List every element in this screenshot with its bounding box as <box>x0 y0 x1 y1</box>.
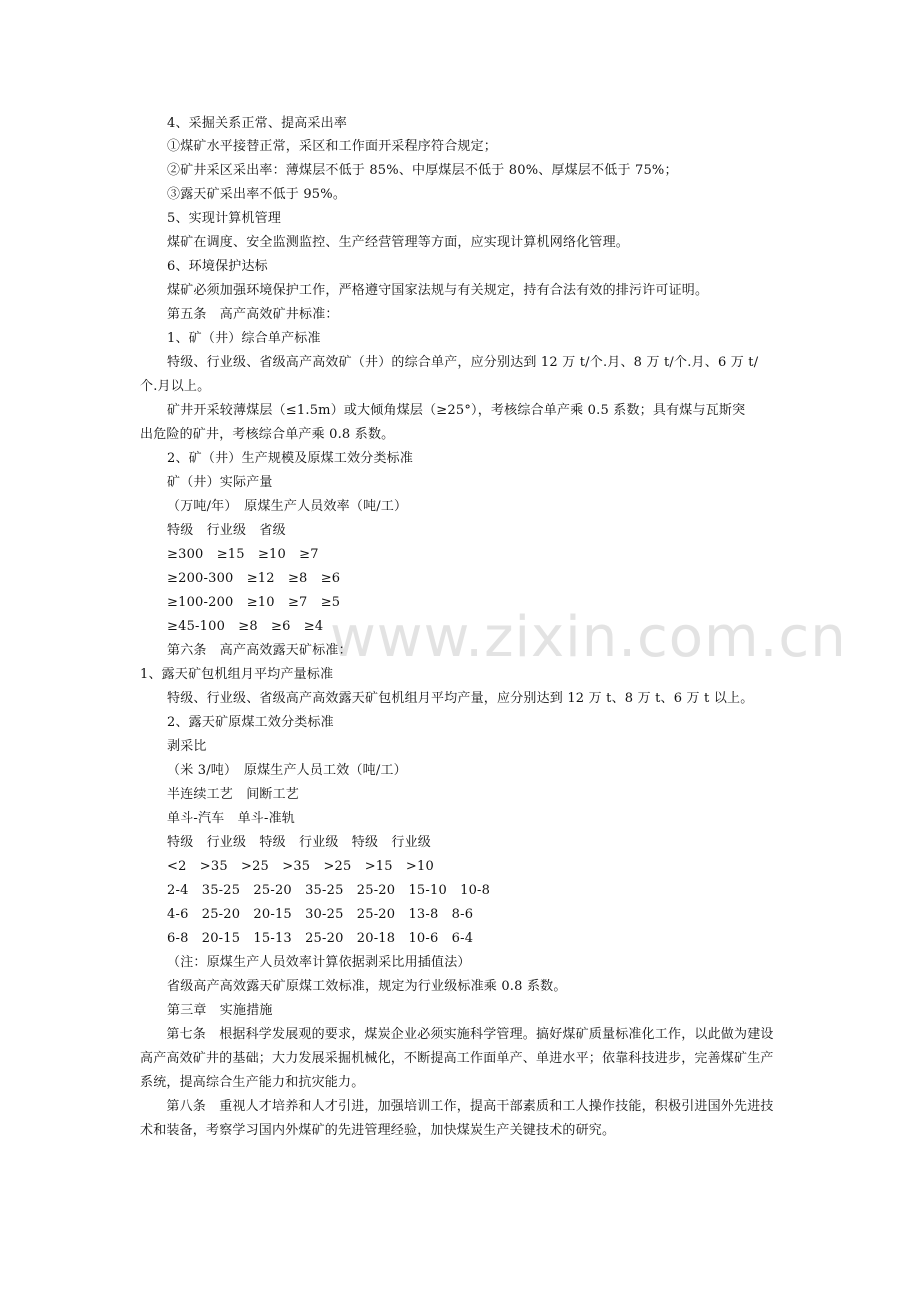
section-heading-production-scale: 2、矿（井）生产规模及原煤工效分类标准 <box>167 451 414 466</box>
table-row: ≥200-300 ≥12 ≥8 ≥6 <box>167 571 341 586</box>
table-header-line: 单斗-汽车 单斗-准轨 <box>167 811 295 826</box>
table-header-line: （米 3/吨） 原煤生产人员工效（吨/工） <box>167 763 407 778</box>
table-note: （注：原煤生产人员效率计算依据剥采比用插值法） <box>167 955 471 970</box>
table-row: ≥300 ≥15 ≥10 ≥7 <box>167 547 319 562</box>
table-header-line: 半连续工艺 间断工艺 <box>167 787 300 802</box>
table-header-line: 矿（井）实际产量 <box>167 475 273 490</box>
watermark-text: www.zixin.com.cn <box>330 605 847 670</box>
table-row: 2-4 35-25 25-20 35-25 25-20 15-10 10-8 <box>167 883 491 898</box>
paragraph-line: ③露天矿采出率不低于 95%。 <box>167 187 347 202</box>
table-header-line: 特级 行业级 省级 <box>167 523 286 538</box>
section-heading-unit-output: 1、矿（井）综合单产标准 <box>167 331 321 346</box>
article-eight-paragraph: 第八条 重视人才培养和人才引进，加强培训工作，提高干部素质和工人操作技能，积极引进国外先进技术和装备，考察学习国内外煤矿的先进管理经验，加快煤炭生产关键技术的研究。 <box>140 1099 774 1138</box>
paragraph-line: 特级、行业级、省级高产高效矿（井）的综合单产，应分别达到 12 万 t/个.月、8 万 t/个.月、6 万 t/ <box>167 355 759 370</box>
article-seven-paragraph: 第七条 根据科学发展观的要求，煤炭企业必须实施科学管理。搞好煤矿质量标准化工作，以此做为建设高产高效矿井的基础；大力发展采掘机械化，不断提高工作面单产、单进水平；依靠科技进步，完善煤矿生产系统，提高综合生产能力和抗灾能力。 <box>140 1027 774 1090</box>
paragraph-line: 煤矿在调度、安全监测监控、生产经营管理等方面，应实现计算机网络化管理。 <box>167 235 630 250</box>
table-header-line: 剥采比 <box>167 739 207 754</box>
table-row: 4-6 25-20 20-15 30-25 25-20 13-8 8-6 <box>167 907 474 922</box>
paragraph-line: 矿井开采较薄煤层（≤1.5m）或大倾角煤层（≥25°），考核综合单产乘 0.5 系数；具有煤与瓦斯突 <box>167 403 746 418</box>
table-row: 6-8 20-15 15-13 25-20 20-18 10-6 6-4 <box>167 931 474 946</box>
chapter-heading-three: 第三章 实施措施 <box>167 1003 273 1018</box>
article-heading-five: 第五条 高产高效矿井标准： <box>167 307 339 322</box>
paragraph-line: 个.月以上。 <box>140 379 211 394</box>
article-heading-six: 第六条 高产高效露天矿标准： <box>167 643 352 658</box>
table-row: <2 >35 >25 >35 >25 >15 >10 <box>167 859 434 874</box>
paragraph-line: 特级、行业级、省级高产高效露天矿包机组月平均产量，应分别达到 12 万 t、8 万 t、6 万 t 以上。 <box>167 691 754 706</box>
paragraph-line: 省级高产高效露天矿原煤工效标准，规定为行业级标准乘 0.8 系数。 <box>167 979 567 994</box>
section-heading-environment: 6、环境保护达标 <box>167 259 268 274</box>
paragraph-line: 煤矿必须加强环境保护工作，严格遵守国家法规与有关规定，持有合法有效的排污许可证明。 <box>167 283 709 298</box>
section-heading-mining-relations: 4、采掘关系正常、提高采出率 <box>167 116 348 131</box>
paragraph-line: ②矿井采区采出率：薄煤层不低于 85%、中厚煤层不低于 80%、厚煤层不低于 75%； <box>167 163 678 178</box>
table-row: ≥45-100 ≥8 ≥6 ≥4 <box>167 619 324 634</box>
section-heading-open-pit-output: 1、露天矿包机组月平均产量标准 <box>140 667 334 682</box>
section-heading-open-pit-efficiency: 2、露天矿原煤工效分类标准 <box>167 715 334 730</box>
table-header-line: （万吨/年） 原煤生产人员效率（吨/工） <box>167 499 408 514</box>
paragraph-line: ①煤矿水平接替正常，采区和工作面开采程序符合规定； <box>167 139 498 154</box>
table-row: ≥100-200 ≥10 ≥7 ≥5 <box>167 595 341 610</box>
section-heading-computer-management: 5、实现计算机管理 <box>167 211 282 226</box>
paragraph-line: 出危险的矿井，考核综合单产乘 0.8 系数。 <box>140 427 395 442</box>
table-header-line: 特级 行业级 特级 行业级 特级 行业级 <box>167 835 432 850</box>
